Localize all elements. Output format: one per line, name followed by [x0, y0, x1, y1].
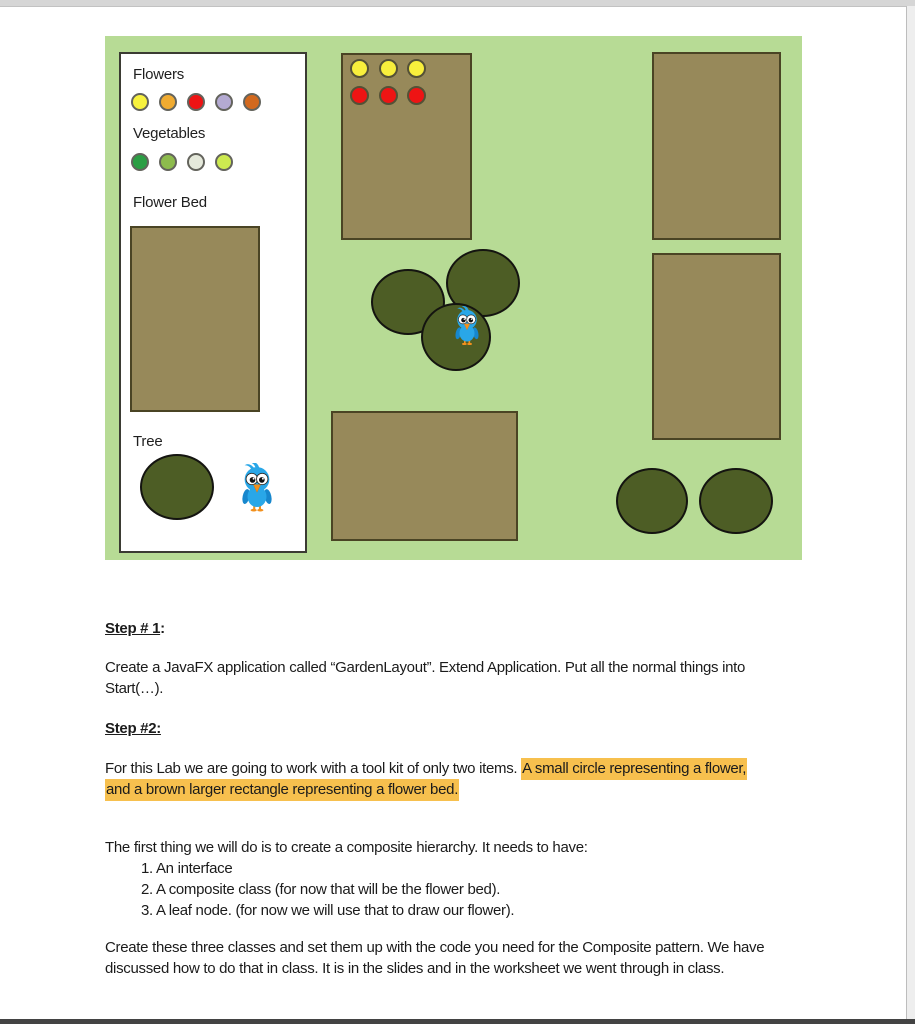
vegetable-swatch[interactable]	[159, 153, 177, 171]
vegetables-label: Vegetables	[133, 125, 206, 142]
step1-heading	[105, 618, 825, 639]
vegetable-swatch-row	[131, 153, 233, 171]
list-item: 1. An interface	[141, 860, 233, 877]
flower-bed[interactable]	[341, 53, 472, 240]
vegetable-swatch[interactable]	[215, 153, 233, 171]
flower-bed-sample[interactable]	[130, 226, 260, 412]
window-top-edge	[0, 0, 915, 7]
flower-bed[interactable]	[652, 52, 781, 240]
flower-swatch[interactable]	[215, 93, 233, 111]
flower-swatch[interactable]	[243, 93, 261, 111]
toolkit-panel	[119, 52, 307, 553]
window-bottom-edge	[0, 1019, 915, 1024]
step2-paragraph	[105, 758, 825, 800]
planted-flower-red[interactable]	[379, 86, 398, 105]
composite-paragraph	[105, 837, 825, 921]
flower-bed-label: Flower Bed	[133, 194, 207, 211]
highlighted-text: A small circle representing a flower,	[521, 758, 747, 780]
planted-flower-yellow[interactable]	[379, 59, 398, 78]
paragraph-line: discussed how to do that in class. It is in the slides and in the worksheet we went through in class.	[105, 960, 725, 977]
planted-flower-red[interactable]	[407, 86, 426, 105]
step1-heading-colon: :	[160, 620, 165, 637]
planted-flower-yellow[interactable]	[407, 59, 426, 78]
tree-label: Tree	[133, 433, 163, 450]
paragraph-line: Create these three classes and set them up with the code you need for the Composite pattern. We have	[105, 939, 765, 956]
tree[interactable]	[699, 468, 773, 534]
flower-bed[interactable]	[652, 253, 781, 440]
bird-icon[interactable]	[452, 306, 482, 347]
flower-swatch[interactable]	[131, 93, 149, 111]
paragraph-line: Create a JavaFX application called “GardenLayout”. Extend Application. Put all the normal things into	[105, 659, 746, 676]
flower-swatch[interactable]	[187, 93, 205, 111]
vegetable-swatch[interactable]	[187, 153, 205, 171]
vegetable-swatch[interactable]	[131, 153, 149, 171]
step2-heading-text: Step #2:	[105, 720, 161, 737]
step1-paragraph	[105, 657, 825, 699]
flower-swatch-row	[131, 93, 261, 111]
paragraph-text: For this Lab we are going to work with a tool kit of only two items.	[105, 760, 522, 777]
planted-flower-yellow[interactable]	[350, 59, 369, 78]
paragraph-line: The first thing we will do is to create a composite hierarchy. It needs to have:	[105, 839, 588, 856]
tree-sample[interactable]	[140, 454, 214, 520]
garden-canvas[interactable]	[105, 36, 802, 560]
flowers-label: Flowers	[133, 66, 185, 83]
flower-swatch[interactable]	[159, 93, 177, 111]
flower-bed[interactable]	[331, 411, 518, 541]
paragraph-line: Start(…).	[105, 680, 164, 697]
step2-heading	[105, 718, 825, 739]
bird-icon[interactable]	[238, 463, 276, 513]
planted-flower-red[interactable]	[350, 86, 369, 105]
list-item: 2. A composite class (for now that will be the flower bed).	[141, 881, 501, 898]
highlighted-text: and a brown larger rectangle representing a flower bed.	[105, 779, 459, 801]
step1-heading-text: Step # 1	[105, 620, 161, 637]
closing-paragraph	[105, 937, 825, 979]
list-item: 3. A leaf node. (for now we will use that to draw our flower).	[141, 902, 515, 919]
tree[interactable]	[616, 468, 688, 534]
scrollbar-track[interactable]	[906, 6, 915, 1019]
